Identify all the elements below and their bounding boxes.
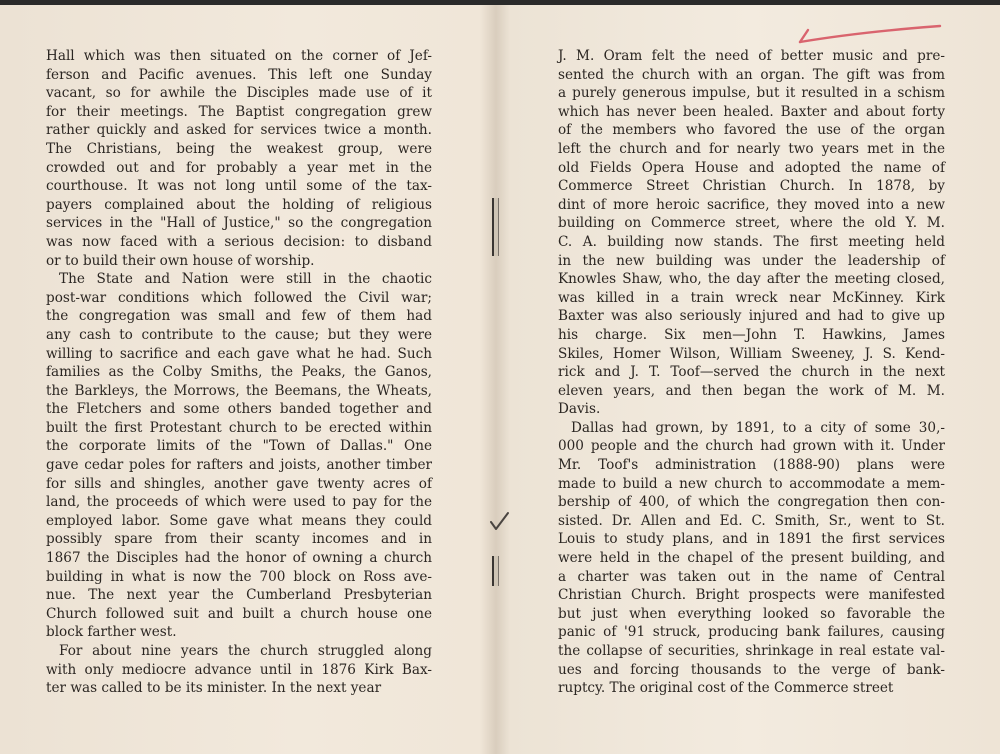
text-line: Louis to study plans, and in 1891 the first services bbox=[558, 531, 945, 548]
text-line: any cash to contribute to the cause; but they were bbox=[46, 326, 432, 343]
text-line: post-war conditions which followed the Civil war; bbox=[46, 289, 432, 306]
text-line: Commerce Street Christian Church. In 1878, by bbox=[558, 178, 945, 195]
paragraph bbox=[46, 47, 432, 270]
text-line: nue. The next year the Cumberland Presbyterian bbox=[46, 587, 432, 604]
text-line: families as the Colby Smiths, the Peaks, the Ganos, bbox=[46, 364, 432, 381]
text-line: a purely generous impulse, but it resulted in a schism bbox=[558, 85, 945, 102]
staple-bottom bbox=[492, 556, 499, 586]
text-line: his charge. Six men—John T. Hawkins, James bbox=[558, 326, 945, 343]
text-line: Dallas had grown, by 1891, to a city of some 30,- bbox=[571, 419, 945, 436]
text-line: ruptcy. The original cost of the Commerce street bbox=[558, 680, 894, 697]
text-line: Knowles Shaw, who, the day after the meeting closed, bbox=[558, 271, 945, 288]
text-line: 1867 the Disciples had the honor of owning a church bbox=[46, 550, 432, 567]
staple-top bbox=[492, 198, 499, 256]
text-line: ferson and Pacific avenues. This left one Sunday bbox=[46, 66, 432, 83]
text-line: Baxter was also seriously injured and had to give up bbox=[558, 308, 945, 325]
text-line: vacant, so for awhile the Disciples made use of it bbox=[46, 85, 432, 102]
text-line: eleven years, and then began the work of M. M. bbox=[558, 382, 945, 399]
text-line: services in the "Hall of Justice," so the congregation bbox=[46, 215, 432, 232]
text-line: dint of more heroic sacrifice, they moved into a new bbox=[558, 196, 945, 213]
text-line: the corporate limits of the "Town of Dallas." One bbox=[46, 438, 432, 455]
pencil-tick-mark bbox=[488, 508, 512, 534]
text-line: Hall which was then situated on the corner of Jef- bbox=[46, 48, 432, 64]
text-line: or to build their own house of worship. bbox=[46, 252, 315, 269]
paragraph bbox=[46, 270, 432, 642]
text-line: were held in the chapel of the present building, and bbox=[558, 550, 945, 567]
text-line: Church followed suit and built a church house one bbox=[46, 605, 432, 622]
text-line: willing to sacrifice and each gave what he had. Such bbox=[46, 345, 432, 362]
text-line: made to build a new church to accommodate a mem- bbox=[558, 475, 945, 492]
text-line: rather quickly and asked for services twice a month. bbox=[46, 122, 432, 139]
text-line: For about nine years the church struggled along bbox=[59, 643, 432, 659]
text-line: sisted. Dr. Allen and Ed. C. Smith, Sr., went to St. bbox=[558, 512, 945, 529]
text-line: ter was called to be its minister. In the next year bbox=[46, 680, 382, 697]
text-line: the congregation was small and few of them had bbox=[46, 308, 432, 325]
text-line: bership of 400, of which the congregation then con- bbox=[558, 494, 945, 511]
text-line: block farther west. bbox=[46, 624, 177, 641]
text-line: panic of '91 struck, producing bank failures, causing bbox=[558, 624, 945, 641]
text-line: left the church and for nearly two years met in the bbox=[558, 140, 945, 157]
paragraph bbox=[558, 419, 945, 698]
text-line: building in what is now the 700 block on Ross ave- bbox=[46, 568, 432, 585]
text-line: Christian Church. Bright prospects were manifested bbox=[558, 587, 945, 604]
text-line: the Barkleys, the Morrows, the Beemans, the Wheats, bbox=[46, 382, 432, 399]
text-line: rick and J. T. Toof—served the church in the next bbox=[558, 364, 945, 381]
text-line: was killed in a train wreck near McKinney. Kirk bbox=[558, 289, 945, 306]
text-line: the collapse of securities, shrinkage in real estate val- bbox=[558, 643, 945, 659]
text-line: courthouse. It was not long until some of the tax- bbox=[46, 178, 432, 195]
text-line: Skiles, Homer Wilson, William Sweeney, J. S. Kend- bbox=[558, 345, 945, 362]
paragraph bbox=[46, 642, 432, 698]
text-line: for their meetings. The Baptist congregation grew bbox=[46, 103, 432, 120]
text-line: possibly spare from their scanty incomes and in bbox=[46, 531, 432, 548]
text-line: gave cedar poles for rafters and joists, another timber bbox=[46, 457, 432, 474]
text-line: with only mediocre advance until in 1876 Kirk Bax- bbox=[46, 661, 432, 678]
text-line: crowded out and for probably a year met in the bbox=[46, 159, 432, 176]
text-line: of the members who favored the use of the organ bbox=[558, 122, 945, 139]
text-line: The State and Nation were still in the chaotic bbox=[59, 271, 432, 288]
text-line: was now faced with a serious decision: to disband bbox=[46, 233, 432, 250]
text-line: The Christians, being the weakest group, were bbox=[46, 140, 432, 157]
text-line: employed labor. Some gave what means they could bbox=[46, 512, 432, 529]
text-line: building on Commerce street, where the old Y. M. bbox=[558, 215, 945, 232]
text-line: land, the proceeds of which were used to pay for the bbox=[46, 494, 432, 511]
text-line: payers complained about the holding of religious bbox=[46, 196, 432, 213]
text-line: ues and forcing thousands to the verge of bank- bbox=[558, 661, 945, 678]
text-line: J. M. Oram felt the need of better music and pre- bbox=[558, 48, 945, 64]
text-line: but just when everything looked so favorable the bbox=[558, 605, 945, 622]
text-line: Mr. Toof's administration (1888-90) plans were bbox=[558, 457, 945, 474]
left-page bbox=[46, 47, 432, 698]
right-page bbox=[558, 47, 945, 698]
text-line: which has never been healed. Baxter and about forty bbox=[558, 103, 945, 120]
paragraph bbox=[558, 47, 945, 419]
text-line: sented the church with an organ. The gift was from bbox=[558, 66, 945, 83]
text-line: the Fletchers and some others banded together and bbox=[46, 401, 432, 418]
text-line: for sills and shingles, another gave twenty acres of bbox=[46, 475, 432, 492]
text-line: in the new building was under the leadership of bbox=[558, 252, 945, 269]
text-line: 000 people and the church had grown with it. Under bbox=[558, 438, 945, 455]
text-line: C. A. building now stands. The first meeting held bbox=[558, 233, 945, 250]
text-line: a charter was taken out in the name of Central bbox=[558, 568, 945, 585]
text-line: Davis. bbox=[558, 401, 601, 418]
text-line: old Fields Opera House and adopted the name of bbox=[558, 159, 945, 176]
text-line: built the first Protestant church to be erected within bbox=[46, 419, 432, 436]
background-edge bbox=[0, 0, 1000, 5]
